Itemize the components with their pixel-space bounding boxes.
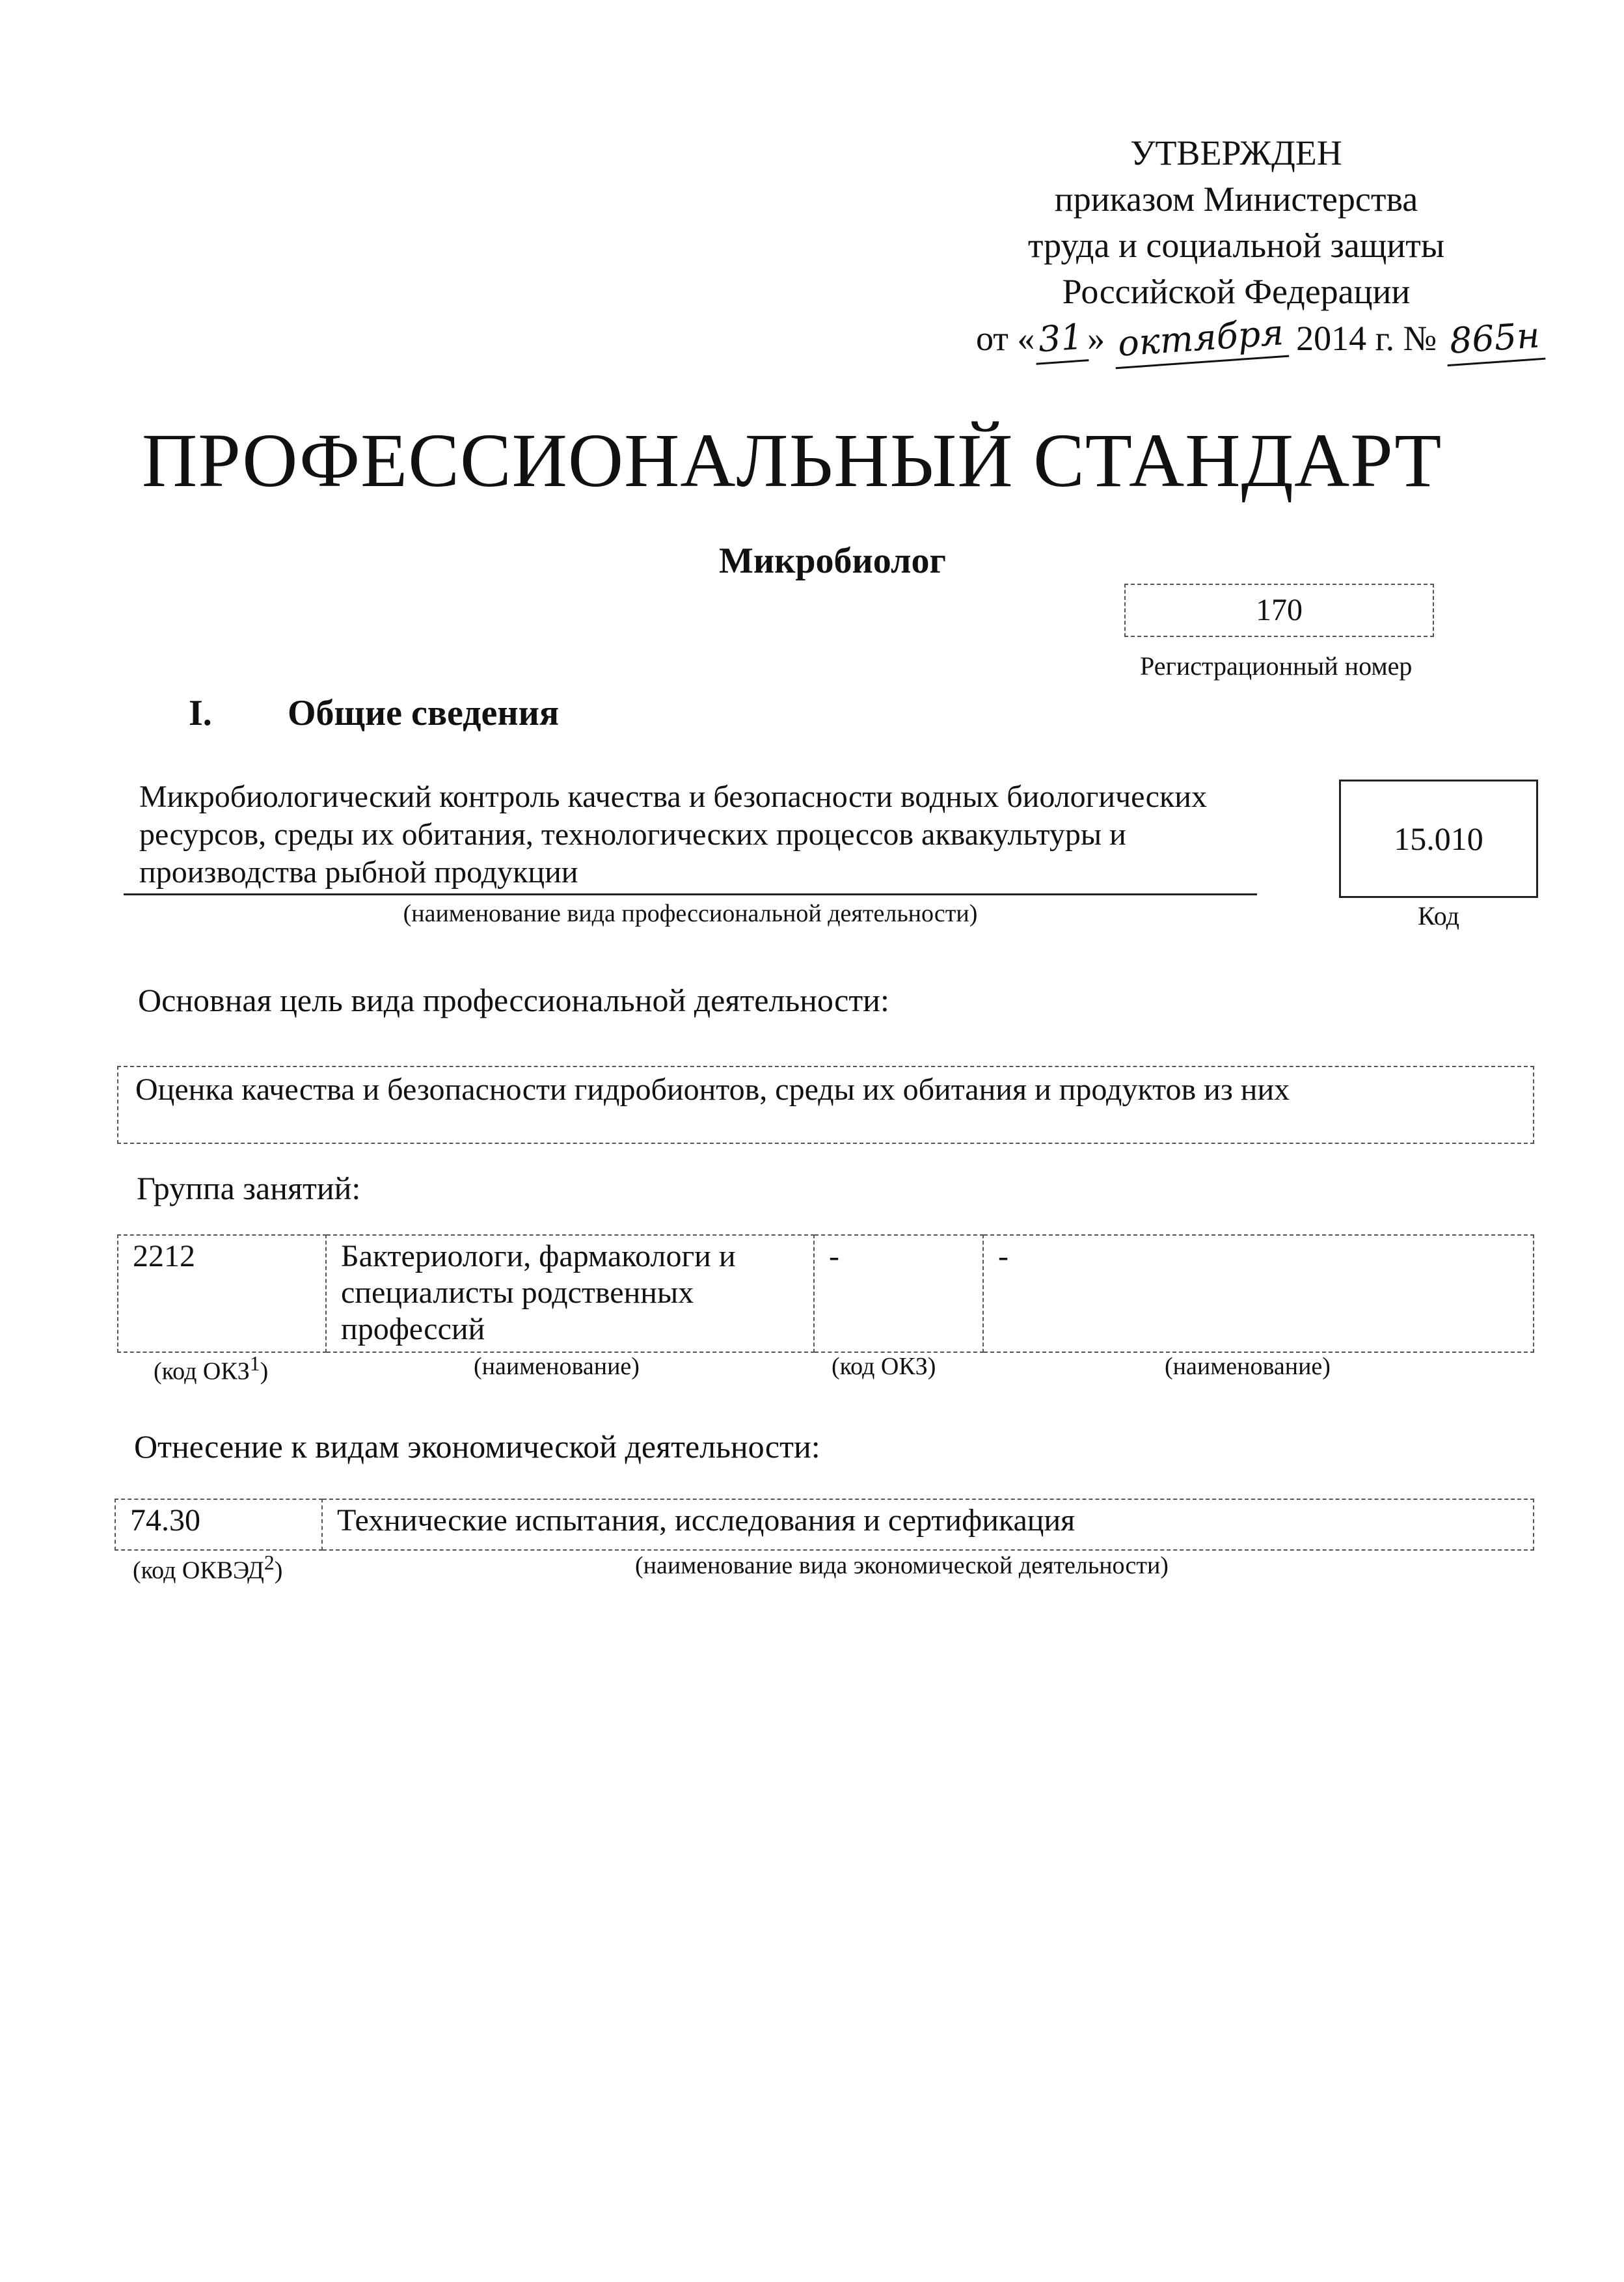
group-row [118, 1235, 1534, 1352]
approval-date-line [976, 312, 1541, 364]
activity-name: Микробиологический контроль качества и безопасности водных биологических ресурсов, среды их обитания, технологических процессов аквакультуры и производства рыбной продукции [139, 780, 1207, 890]
group-table [117, 1234, 1534, 1353]
caption-okved-code-text: (код ОКВЭД [133, 1556, 264, 1584]
group-label: Группа занятий: [137, 1170, 361, 1206]
activity-code-label: Код [1418, 901, 1459, 930]
section-title: Общие сведения [288, 693, 560, 733]
footnote-2: 2 [264, 1551, 275, 1574]
footnote-1: 1 [249, 1352, 260, 1375]
handwritten-order-number: 865н [1444, 312, 1545, 366]
caption-okved-code: (код ОКВЭД$^2$) [133, 1551, 283, 1584]
year-text: 2014 г. № [1296, 319, 1437, 358]
registration-number-label: Регистрационный номер [1140, 651, 1413, 681]
group-okz-code-cell: 2212 [118, 1235, 326, 1352]
okved-name-cell: Технические испытания, исследования и сертификация [322, 1499, 1534, 1550]
caption-okz-code: (код ОКЗ$^1$) [154, 1352, 269, 1385]
caption-group-name-2: (наименование) [1165, 1353, 1331, 1380]
activity-caption: (наименование вида профессиональной деятельности) [403, 900, 978, 927]
activity-code-box: 15.010 [1339, 780, 1538, 898]
profession-name: Микробиолог [719, 541, 946, 581]
caption-okved-name: (наименование вида экономической деятельности) [635, 1552, 1169, 1579]
group-okz-name-cell-2: - [983, 1235, 1534, 1352]
handwritten-month: октября [1112, 309, 1289, 369]
goal-box [117, 1066, 1534, 1144]
approval-heading: УТВЕРЖДЕН [1130, 133, 1342, 172]
okved-code-cell: 74.30 [115, 1499, 322, 1550]
goal-label: Основная цель вида профессиональной деятельности: [138, 982, 889, 1018]
activity-underline [124, 893, 1257, 895]
approval-line-ministry: труда и социальной защиты [1027, 226, 1445, 265]
registration-number-box: 170 [1124, 584, 1434, 637]
caption-okz-code-2: (код ОКЗ) [832, 1353, 936, 1380]
group-okz-code-cell-2: - [814, 1235, 983, 1352]
approval-line-order: приказом Министерства [1054, 180, 1418, 219]
caption-group-name: (наименование) [474, 1353, 640, 1380]
approval-line-country: Российской Федерации [1062, 272, 1411, 311]
document-title: ПРОФЕССИОНАЛЬНЫЙ СТАНДАРТ [142, 418, 1442, 503]
group-okz-name-cell: Бактериологи, фармакологи и специалисты родственных профессий [326, 1235, 814, 1352]
approval-block [976, 130, 1541, 364]
economic-label: Отнесение к видам экономической деятельности: [134, 1428, 820, 1465]
date-prefix: от « [976, 319, 1035, 358]
handwritten-day: 31 [1033, 313, 1089, 364]
date-mid: » [1087, 319, 1105, 358]
section-number: I. [189, 693, 212, 733]
caption-okz-code-text: (код ОКЗ [154, 1357, 250, 1385]
economic-row [115, 1499, 1534, 1550]
economic-table [115, 1499, 1534, 1551]
goal-text: Оценка качества и безопасности гидробионтов, среды их обитания и продуктов из них [135, 1072, 1290, 1107]
